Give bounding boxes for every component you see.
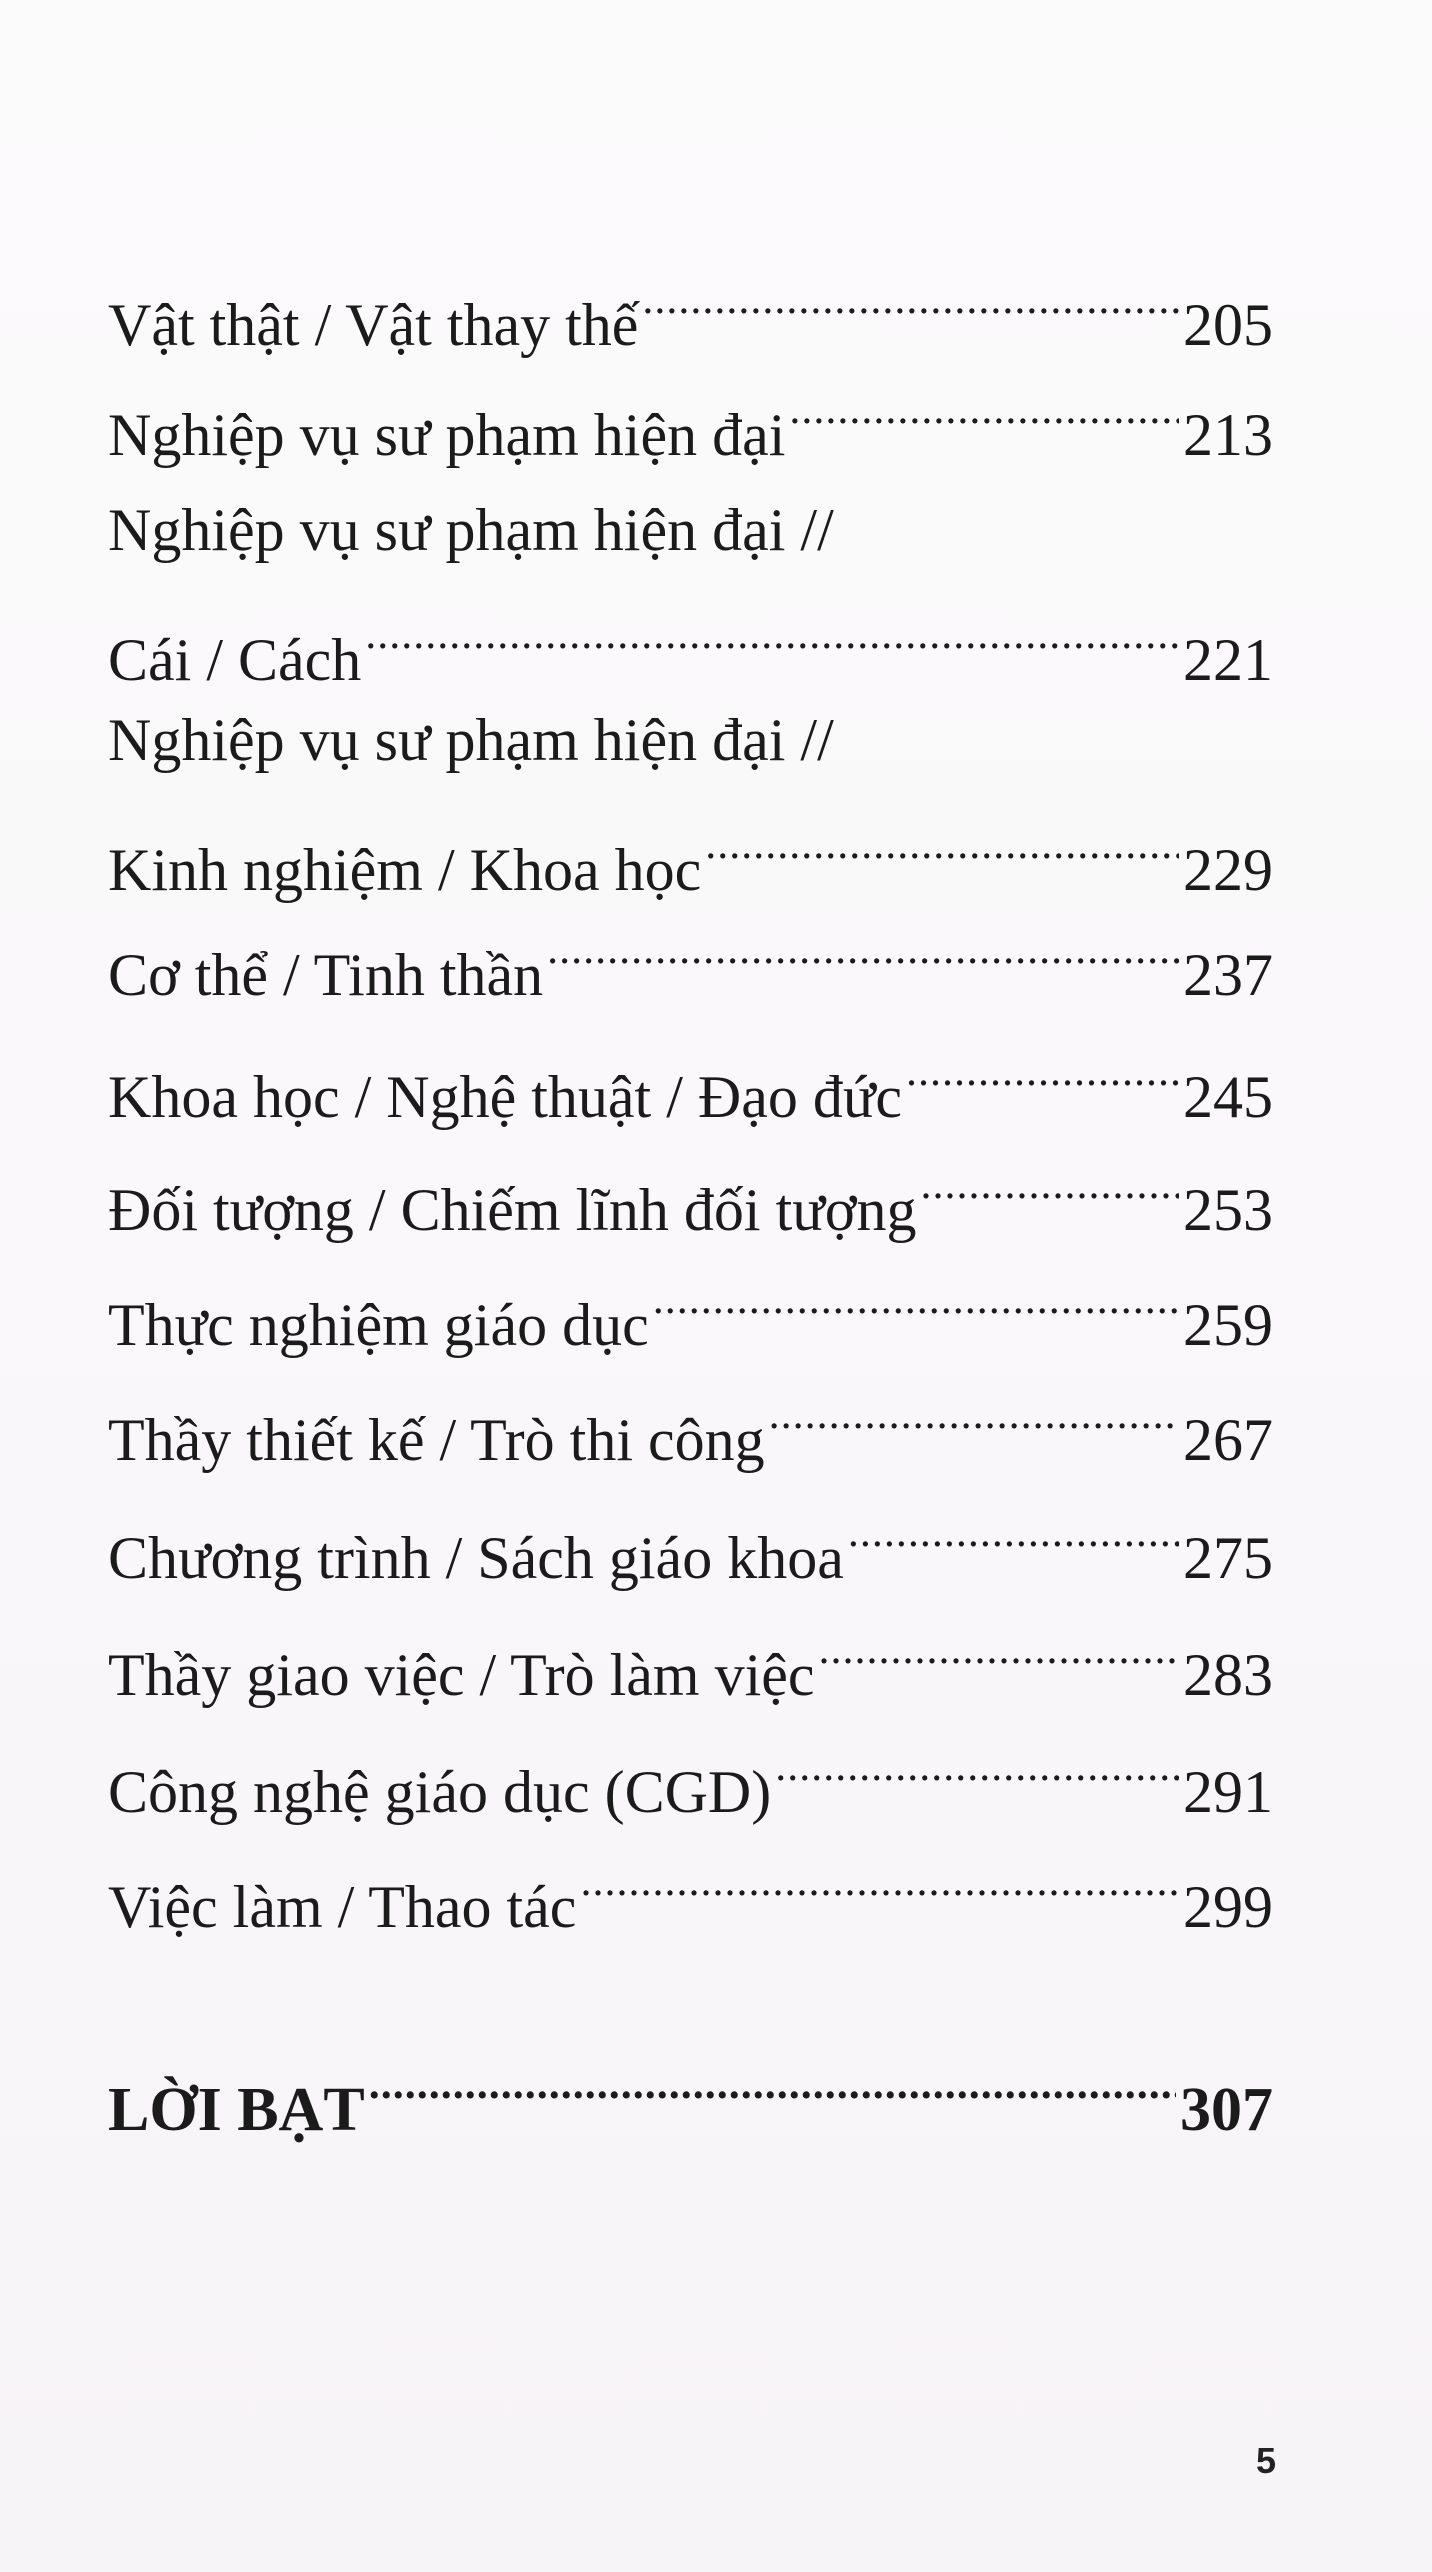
toc-entry bbox=[108, 895, 1273, 1008]
toc-entry-page: 245 bbox=[1183, 1064, 1273, 1130]
toc-entry-title: Cơ thể / Tinh thần bbox=[108, 942, 544, 1008]
toc-entry bbox=[108, 355, 1273, 468]
toc-entry-page: 275 bbox=[1183, 1525, 1273, 1591]
dot-leader bbox=[789, 355, 1179, 455]
toc-entry-title: Việc làm / Thao tác bbox=[108, 1874, 577, 1940]
page-number: 5 bbox=[1256, 2440, 1277, 2481]
toc-entry-afterword bbox=[108, 2030, 1273, 2144]
toc-entry-title: Thực nghiệm giáo dục bbox=[108, 1292, 649, 1358]
toc-entry bbox=[108, 1595, 1273, 1708]
toc-entry-page: 291 bbox=[1183, 1759, 1273, 1825]
toc-entry bbox=[108, 480, 1273, 693]
toc-entry bbox=[108, 1017, 1273, 1130]
toc-entry-title: Nghiệp vụ sư phạm hiện đại bbox=[108, 402, 786, 468]
toc-entry-title: Thầy thiết kế / Trò thi công bbox=[108, 1407, 765, 1473]
toc-entry bbox=[108, 1478, 1273, 1591]
toc-entry-heading-line: Nghiệp vụ sư phạm hiện đại // bbox=[108, 707, 834, 773]
toc-entry-page: 237 bbox=[1183, 942, 1273, 1008]
toc-entry-title: Đối tượng / Chiếm lĩnh đối tượng bbox=[108, 1177, 917, 1243]
toc-entry-title: Chương trình / Sách giáo khoa bbox=[108, 1525, 844, 1591]
dot-leader bbox=[580, 1827, 1179, 1927]
toc-entry-title: Công nghệ giáo dục (CGD) bbox=[108, 1759, 772, 1825]
toc-entry bbox=[108, 1130, 1273, 1243]
dot-leader bbox=[705, 790, 1179, 890]
toc-entry-title: Khoa học / Nghệ thuật / Đạo đức bbox=[108, 1064, 902, 1130]
toc-entry-page: 221 bbox=[1183, 627, 1273, 693]
dot-leader bbox=[653, 1245, 1179, 1345]
dot-leader bbox=[819, 1595, 1179, 1695]
dot-leader bbox=[769, 1360, 1179, 1460]
toc-entry bbox=[108, 1245, 1273, 1358]
dot-leader bbox=[848, 1478, 1179, 1578]
toc-entry-heading-line: Nghiệp vụ sư phạm hiện đại // bbox=[108, 497, 834, 563]
toc-entry-page: 307 bbox=[1180, 2076, 1273, 2144]
toc-entry-title: Vật thật / Vật thay thế bbox=[108, 292, 639, 358]
toc-entry-title: Kinh nghiệm / Khoa học bbox=[108, 837, 702, 903]
dot-leader bbox=[642, 245, 1179, 345]
toc-entry-page: 267 bbox=[1183, 1407, 1273, 1473]
toc-entry-page: 205 bbox=[1183, 292, 1273, 358]
toc-entry bbox=[108, 1712, 1273, 1825]
toc-entry-page: 253 bbox=[1183, 1177, 1273, 1243]
toc-entry bbox=[108, 690, 1273, 903]
toc-entry-page: 259 bbox=[1183, 1292, 1273, 1358]
dot-leader bbox=[921, 1130, 1179, 1230]
toc-entry bbox=[108, 1827, 1273, 1940]
toc-entry bbox=[108, 245, 1273, 358]
dot-leader bbox=[547, 895, 1179, 995]
toc-entry-page: 229 bbox=[1183, 837, 1273, 903]
dot-leader bbox=[369, 2030, 1176, 2130]
toc-entry-page: 283 bbox=[1183, 1642, 1273, 1708]
toc-entry-title: Cái / Cách bbox=[108, 627, 362, 693]
toc-entry bbox=[108, 1360, 1273, 1473]
toc-entry-title: Thầy giao việc / Trò làm việc bbox=[108, 1642, 815, 1708]
toc-entry-title: LỜI BẠT bbox=[108, 2076, 365, 2144]
dot-leader bbox=[775, 1712, 1179, 1812]
toc-entry-page: 299 bbox=[1183, 1874, 1273, 1940]
dot-leader bbox=[906, 1017, 1179, 1117]
dot-leader bbox=[365, 580, 1179, 680]
toc-entry-page: 213 bbox=[1183, 402, 1273, 468]
